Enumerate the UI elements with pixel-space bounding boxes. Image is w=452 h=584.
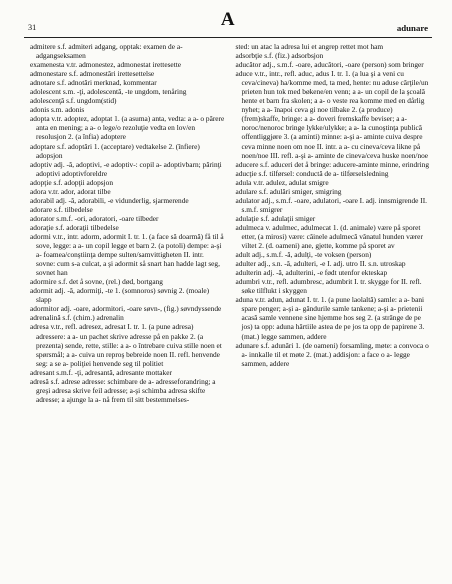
dictionary-entry: adresa v.tr., refl. adresez, adresat I. tr. 1. (a pune adresa) adressere: a a- un pachet skrive adresse på en pakke 2. (a prezenta) sende, rette, stille: a a- o întrebare cuiva stille noen et spørsmål; a a- cuiva un reproş bebreide noen II. refl. henvende seg: a se a- poliţiei henvende seg til politiet bbox=[30, 322, 222, 368]
left-column bbox=[24, 42, 225, 404]
dictionary-entry: adula v.tr. adulez, adulat smigre bbox=[235, 177, 329, 187]
dictionary-entry: adulmeca v. adulmec, adulmecat 1. (d. animale) værе på sporet etter, (a mirosi) værе: câinele adulmecă vânatul hunden værer viltet 2. (d. oameni) ane, gjette, komme på sporet av bbox=[235, 222, 423, 251]
dictionary-entry: adolescent s.m. -ţi, adolescentă, -te ungdom, tenåring bbox=[30, 87, 187, 97]
dictionary-entry: adonis s.m. adonis bbox=[30, 105, 85, 115]
dictionary-entry: adumbri v.tr., refl. adumbresc, adumbrit I. tr. skygge for II. refl. søke tilflukt i skyggen bbox=[235, 277, 422, 296]
guide-word: adunare bbox=[396, 23, 428, 33]
dictionary-entry: adormit adj. -ă, adormiţi, -te 1. (somnoros) søvnig 2. (moale) slapp bbox=[30, 286, 210, 305]
dictionary-entry: admitere s.f. admiteri adgang, opptak: examen de a- adgangseksamen bbox=[30, 42, 183, 61]
dictionary-entry: adorabil adj. -ă, adorabili, -e vidunderlig, sjarmerende bbox=[30, 195, 189, 205]
dictionary-entry: adormire s.f. det å sovne, (rel.) død, bortgang bbox=[30, 277, 163, 287]
dictionary-entry: adult adj., s.m.f. -ă, adulţi, -te voksen (person) bbox=[235, 250, 372, 260]
dictionary-entry: adormitor adj. -oare, adormitori, -oare søvn-, (fig.) søvndyssende bbox=[30, 304, 222, 314]
dictionary-entry: aducător adj., s.m.f. -oare, aducători, -oare (person) som bringer bbox=[235, 60, 424, 70]
page-number: 31 bbox=[28, 23, 37, 32]
dictionary-entry: adolescenţă s.f. ungdom(stid) bbox=[30, 96, 117, 106]
dictionary-entry: adunare s.f. adunări 1. (de oameni) forsamling, møte: a convoca o a- innkalle til et møte 2. (mat.) addisjon: a face o a- legge sammen, addere bbox=[235, 340, 429, 368]
dictionary-entry: adresă s.f. adrese adresse: schimbare de a- adresseforandring; a greşi adresa skrive feil adresse; a-şi schimba adresa skifte adresse; a ajunge la a- nå frem til sitt bestemmelses- bbox=[30, 376, 216, 404]
dictionary-entry: admonestare s.f. admonestări irettesettelse bbox=[30, 69, 155, 79]
dictionary-entry: adulator adj., s.m.f. -oare, adulatori, -oare I. adj. innsmigrende II. s.m.f. smigrer bbox=[235, 195, 427, 214]
page-header bbox=[24, 9, 432, 38]
dictionary-entry: adora v.tr. ador, adorat tilbe bbox=[30, 186, 111, 196]
right-column bbox=[236, 42, 433, 404]
dictionary-entry: adresant s.m.f. -ţi, adresantă, adresante mottaker bbox=[30, 367, 172, 377]
dictionary-entry: adnotare s.f. adnotări merknad, kommentar bbox=[30, 78, 157, 88]
dictionary-entry: adsorbţie s.f. (fiz.) adsorbsjon bbox=[235, 51, 324, 61]
dictionary-entry: adorare s.f. tilbedelse bbox=[30, 204, 93, 214]
dictionary-entry: adulare s.f. adulări smiger, smigring bbox=[235, 186, 342, 196]
dictionary-entry: adormi v.tr., intr. adorm, adormit I. tr. 1. (a face să doarmă) få til å sove, legge: a a- un copil legge et barn 2. (a potoli) dempe: a-şi a- foamea/conştiinţa dempe sulten/samvittigheten II. intr. sovne: cum s-a culcat, a şi adormit så snart han hadde lagt seg, sovnet han bbox=[30, 231, 224, 278]
dictionary-entry: aducţie s.f. tilførsel: conductă de a- tilførselsledning bbox=[235, 168, 389, 178]
dictionary-entry: adoraţie s.f. adoraţii tilbedelse bbox=[30, 222, 119, 232]
dictionary-entry: adopţie s.f. adopţii adopsjon bbox=[30, 177, 114, 187]
dictionary-entry: aduce v.tr., intr., refl. aduc, adus I. tr. 1. (a lua şi a veni cu ceva/cineva) ha/komme med, ta med, hente: nu aduse cărţile/un prieten hun tok med bøkene/en venn; a a- un copil de la şcoală hente et barn fra skolen; a a- o veste rea komme med en dårlig nyhet; a a- înapoi ceva gi noe tilbake 2. (a produce) (frem)skaffe, bringe: a a- doveri fremskaffe beviser; a a- noroc/nenoroc bringe lykke/ulykke; a a- la cunoştinţa publică offentliggjøre 3. (a aminti) minne: a-şi a- aminte cuiva despre ceva minne noen om noe II. intr. a a- cu cineva/ceva likne på noen/noe III. refl. a-şi a- aminte de cineva/ceva huske noen/noe bbox=[235, 69, 429, 160]
dictionary-entry: adrenalină s.f. (chim.) adrenalin bbox=[30, 313, 124, 323]
section-letter: A bbox=[220, 9, 236, 30]
dictionary-entry: adulterin adj. -ă, adulterini, -e født utenfor ekteskap bbox=[235, 268, 388, 278]
dictionary-entry: aduna v.tr. adun, adunat I. tr. 1. (a pune laolaltă) samle: a a- bani spare penger; a-şi a- gândurile samle tankene; a-şi a- prietenii acasă samle vennene sine hjemme hos seg 2. (a strânge de pe jos) ta opp: aduna hârtiile astea de pe jos ta opp de papirene 3. (mat.) legge sammen, addere bbox=[235, 295, 425, 341]
dictionary-entry: adorator s.m.f. -ori, adoratori, -oare tilbeder bbox=[30, 213, 159, 223]
dictionary-entry: aducere s.f. aduceri det å bringe: aducere-aminte minne, erindring bbox=[235, 159, 429, 169]
dictionary-entry: sted: un atac la adresa lui et angrep rettet mot ham bbox=[235, 42, 384, 51]
dictionary-entry: adopta v.tr. adoptez, adoptat 1. (a asuma) anta, vedta: a a- o părere anta en mening; a a- o lege/o rezoluţie vedta en lov/en resolusjon 2. (a înfia) adoptere bbox=[30, 114, 225, 142]
dictionary-entry: adoptare s.f. adoptări 1. (acceptare) vedtakelse 2. (înfiere) adopsjon bbox=[30, 141, 200, 160]
dictionary-entry: adulaţie s.f. adulaţii smiger bbox=[235, 213, 316, 223]
dictionary-entry: examenesta v.tr. admonestez, admonestat irettesette bbox=[30, 60, 182, 70]
dictionary-entry: adoptiv adj. -ă, adoptivi, -e adoptiv-: copil a- adoptivbarn; părinţi adoptivi adoptivforeldre bbox=[30, 159, 222, 178]
dictionary-entry: adulter adj., s.n. -ă, adulteri, -e I. adj. utro II. s.n. utroskap bbox=[235, 259, 406, 269]
entry-columns bbox=[24, 42, 432, 404]
